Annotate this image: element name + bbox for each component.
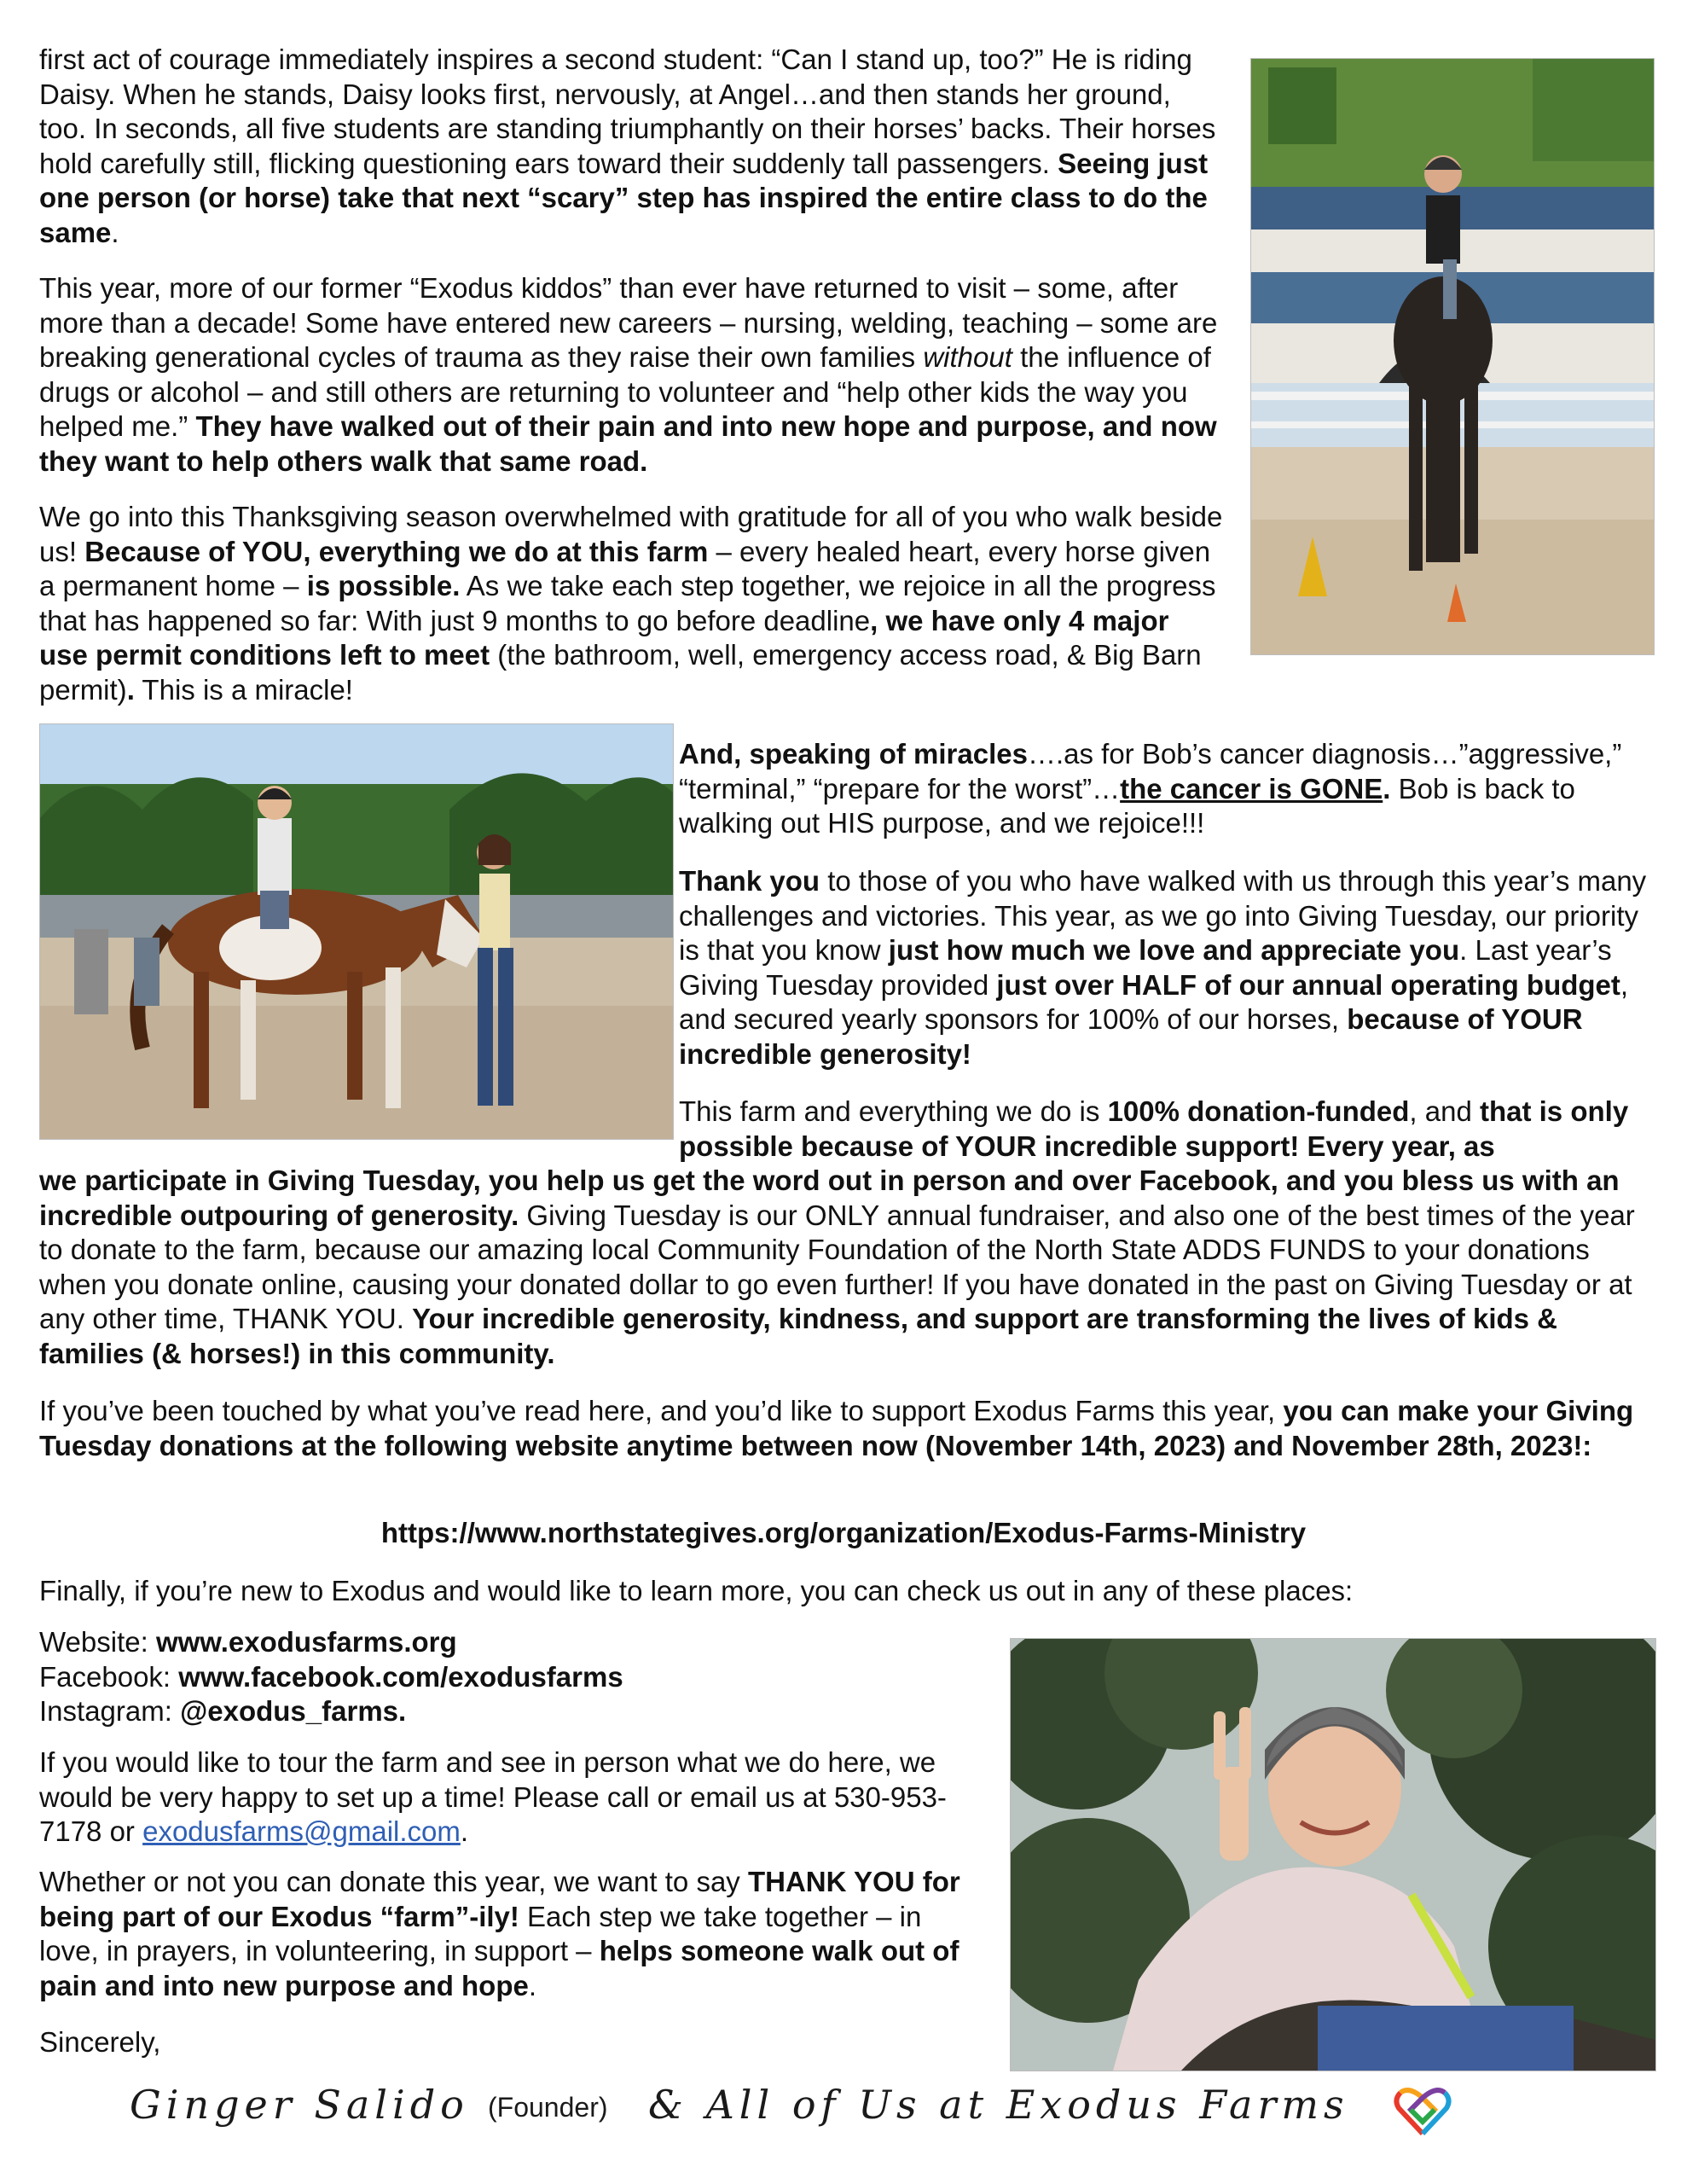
paragraph-giving-tuesday: we participate in Giving Tuesday, you help us get the word out in person and over Facebook, and you bless us with an incredible outpouring of generosity. Giving Tuesday is our ONLY annual fundraiser, and also one of the best times of the year to donate to the farm, because our amazing local Community Foundation of the North State ADDS FUNDS to your donations when you donate online, causing your donated dollar to go even further! If you have donated in the past on Giving Tuesday or at any other time, THANK YOU. Your incredible generosity, kindness, and support are transforming the lives of kids & families (& horses!) in this community.: [39, 1165, 1635, 1369]
heart-icon: [1394, 2084, 1452, 2137]
donation-url[interactable]: https://www.northstategives.org/organization/Exodus-Farms-Ministry: [380, 1517, 1307, 1548]
photo-girl-peace-sign: [1010, 1638, 1656, 2071]
paragraph-former-kiddos: This year, more of our former “Exodus kiddos” than ever have returned to visit – some, after more than a decade! Some have entered new careers – nursing, welding, teaching – some are breaking generational cycles of trauma as they raise their own families without the influence of drugs or alcohol – and still others are returning to volunteer and “help other kids the way you helped me.” They have walked out of their pain and into new hope and purpose, and now they want to help others walk that same road.: [39, 272, 1218, 477]
website-link[interactable]: www.exodusfarms.org: [155, 1626, 457, 1658]
email-link[interactable]: exodusfarms@gmail.com: [142, 1815, 461, 1847]
paragraph-closing-thanks: Whether or not you can donate this year, we want to say THANK YOU for being part of our Exodus “farm”-ily! Each step we take together – in love, in prayers, in volunteering, in support – helps someone walk out of pain and into new purpose and hope.: [39, 1866, 960, 2001]
paragraph-thanksgiving: We go into this Thanksgiving season overwhelmed with gratitude for all of you who walk beside us! Because of YOU, everything we do at this farm – every healed heart, every horse given a permanent home – is possible. As we take each step together, we rejoice in all the progress that has happened so far: With just 9 months to go before deadline, we have only 4 major use permit conditions left to meet (the bathroom, well, emergency access road, & Big Barn permit). This is a miracle!: [39, 501, 1223, 706]
paragraph-courage: first act of courage immediately inspires a second student: “Can I stand up, too?” He is riding Daisy. When he stands, Daisy looks first, nervously, at Angel…and then stands her ground, too. In seconds, all five students are standing triumphantly on their horses’ backs. Their horses hold carefully still, flicking questioning ears toward their suddenly tall passengers. Seeing just one person (or horse) take that next “scary” step has inspired the entire class to do the same.: [39, 44, 1216, 248]
contact-list: [39, 1625, 977, 1729]
contact-instagram: Instagram: @exodus_farms.: [39, 1695, 407, 1727]
paragraph-thank-you: Thank you to those of you who have walked with us through this year’s many challenges and victories. This year, as we go into Giving Tuesday, our priority is that you know just how much we love and appreciate you. Last year’s Giving Tuesday provided just over HALF of our annual operating budget, and secured yearly sponsors for 100% of our horses, because of YOUR incredible generosity!: [679, 865, 1647, 1070]
signature-org: & All of Us at Exodus Farms: [648, 2082, 1349, 2128]
contact-facebook: Facebook: www.facebook.com/exodusfarms: [39, 1660, 623, 1693]
signature-role: (Founder): [488, 2092, 608, 2123]
paragraph-miracles: And, speaking of miracles….as for Bob’s cancer diagnosis…”aggressive,” “terminal,” “prepare for the worst”…the cancer is GONE. Bob is back to walking out HIS purpose, and we rejoice!!!: [679, 738, 1622, 839]
closing-sincerely: Sincerely,: [39, 2026, 161, 2058]
facebook-link[interactable]: www.facebook.com/exodusfarms: [178, 1660, 623, 1693]
signature-name: Ginger Salido: [130, 2082, 469, 2128]
instagram-handle[interactable]: @exodus_farms.: [180, 1695, 407, 1727]
paragraph-learn-more: Finally, if you’re new to Exodus and would like to learn more, you can check us out in any of these places:: [39, 1575, 1354, 1606]
paragraph-donate-info: If you’ve been touched by what you’ve read here, and you’d like to support Exodus Farms this year, you can make your Giving Tuesday donations at the following website anytime between now (November 14th, 2023) and November 28th, 2023!:: [39, 1395, 1634, 1461]
contact-website: Website: www.exodusfarms.org: [39, 1626, 457, 1658]
paragraph-donation-funded-start: This farm and everything we do is 100% donation-funded, and that is only possible because of YOUR incredible support! Every year, as: [679, 1095, 1629, 1162]
photo-rider-dark-horse: [1250, 58, 1655, 655]
paragraph-tour: If you would like to tour the farm and see in person what we do here, we would be very happy to set up a time! Please call or email us at 530-953-7178 or exodusfarms@gmail.com.: [39, 1746, 947, 1847]
photo-girl-paint-horse: [39, 723, 674, 1140]
